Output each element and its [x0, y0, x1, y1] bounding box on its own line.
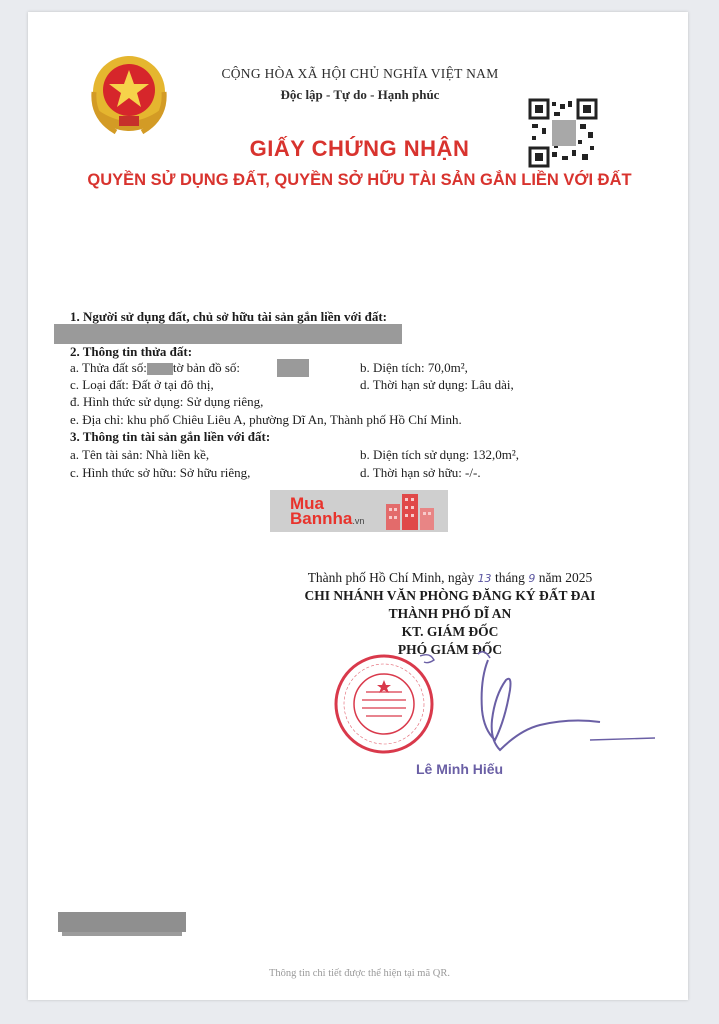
ownership-form: c. Hình thức sở hữu: Sở hữu riêng,: [70, 465, 251, 480]
ownership-term: d. Thời hạn sở hữu: -/-.: [360, 465, 481, 480]
handwritten-signature: [420, 650, 660, 770]
muabannha-watermark: [270, 490, 448, 532]
issuing-office: CHI NHÁNH VĂN PHÒNG ĐĂNG KÝ ĐẤT ĐAI: [304, 588, 596, 603]
parcel-number-redaction: [147, 363, 173, 375]
land-type: c. Loại đất: Đất ở tại đô thị,: [70, 377, 214, 392]
issue-date: [260, 570, 640, 586]
watermark-line2: Bannha: [290, 509, 353, 528]
asset-name: a. Tên tài sản: Nhà liền kề,: [70, 447, 210, 462]
asset-floor-area: b. Diện tích sử dụng: 132,0m²,: [360, 447, 519, 462]
owner-name-redaction: [54, 324, 402, 344]
serial-number-redaction: [58, 912, 186, 932]
watermark-suffix: .vn: [352, 516, 365, 526]
date-month: 9: [528, 572, 536, 585]
map-sheet-label: tờ bản đồ số:: [172, 360, 241, 375]
signer-name: Lê Minh Hiếu: [416, 761, 504, 777]
map-sheet-redaction: [277, 359, 309, 377]
land-address: e. Địa chỉ: khu phố Chiêu Liêu A, phường Dĩ An, Thành phố Hồ Chí Minh.: [70, 412, 462, 427]
parcel-number-label: a. Thửa đất số:: [70, 360, 147, 375]
issuing-office-city: THÀNH PHỐ DĨ AN: [388, 606, 512, 621]
certificate-subtitle: QUYỀN SỬ DỤNG ĐẤT, QUYỀN SỞ HỮU TÀI SẢN GẮN LIỀN VỚI ĐẤT: [87, 171, 632, 189]
land-area: b. Diện tích: 70,0m²,: [360, 360, 468, 375]
land-term: d. Thời hạn sử dụng: Lâu dài,: [360, 377, 514, 392]
signer-kt: KT. GIÁM ĐỐC: [401, 624, 499, 639]
land-use-form: đ. Hình thức sử dụng: Sử dụng riêng,: [70, 394, 264, 409]
national-emblem-icon: [86, 52, 172, 144]
certificate-title: GIẤY CHỨNG NHẬN: [249, 136, 470, 161]
section2-heading: 2. Thông tin thửa đất:: [70, 344, 193, 359]
date-month-label: tháng: [494, 570, 525, 585]
date-year: năm 2025: [538, 570, 593, 585]
watermark-text: [290, 496, 364, 529]
section3-heading: 3. Thông tin tài sản gắn liền với đất:: [70, 429, 271, 444]
building-icon: [382, 492, 438, 530]
qr-footer-note: Thông tin chi tiết được thể hiện tại mã QR.: [269, 968, 450, 979]
watermark-line1: Mua: [290, 494, 324, 513]
national-motto: Độc lập - Tự do - Hạnh phúc: [280, 87, 440, 102]
parcel-number-line: [70, 360, 240, 376]
date-day: 13: [477, 572, 492, 585]
country-name: CỘNG HÒA XÃ HỘI CHỦ NGHĨA VIỆT NAM: [221, 66, 499, 81]
date-prefix: Thành phố Hồ Chí Minh, ngày: [307, 570, 475, 585]
section1-heading: 1. Người sử dụng đất, chủ sở hữu tài sản gắn liền với đất:: [70, 309, 387, 324]
signer-role: PHÓ GIÁM ĐỐC: [397, 642, 503, 657]
